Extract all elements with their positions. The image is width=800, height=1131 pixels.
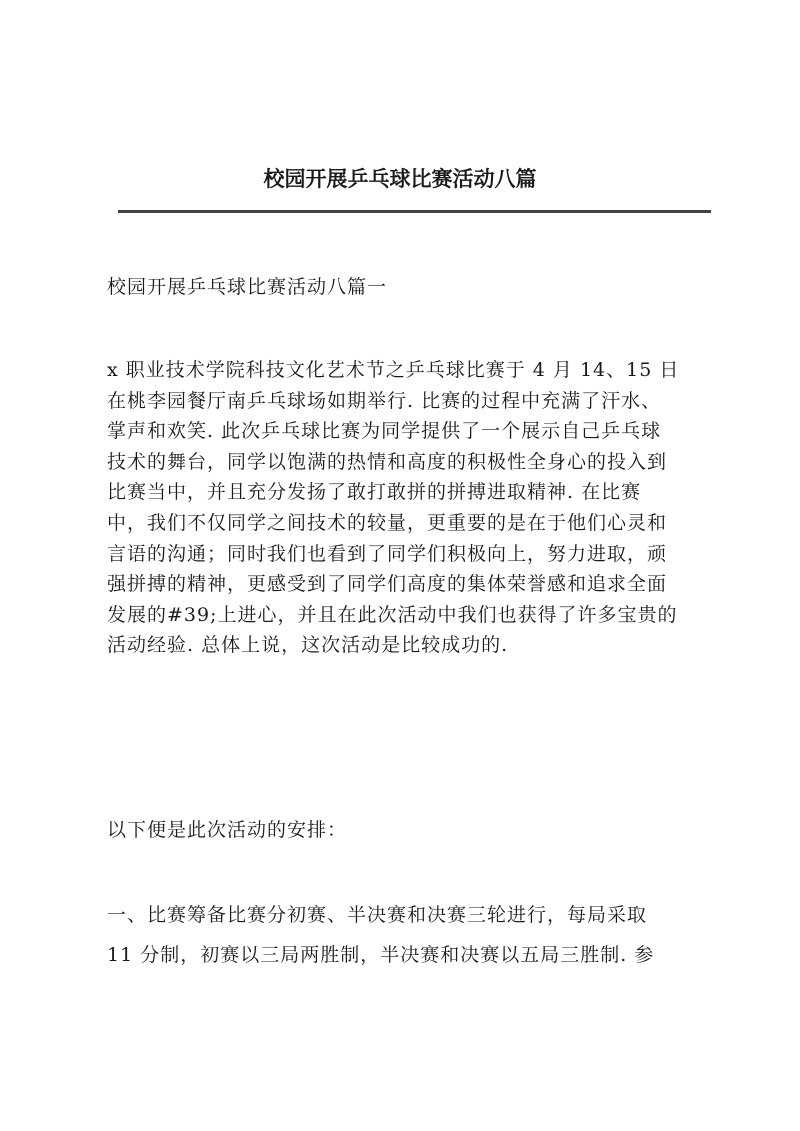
section-one-paragraph	[107, 900, 697, 980]
body-line: 在桃李园餐厅南乒乓球场如期举行. 比赛的过程中充满了汗水、	[107, 389, 662, 412]
arrangement-intro	[107, 815, 697, 845]
body-line: 中，我们不仅同学之间技术的较量，更重要的是在于他们心灵和	[107, 511, 668, 534]
body-line: 活动经验. 总体上说，这次活动是比较成功的.	[107, 634, 509, 657]
body-line: 言语的沟通；同时我们也看到了同学们积极向上，努力进取，顽	[107, 542, 668, 565]
body-paragraph	[107, 355, 697, 661]
section-one-line: 一、比赛筹备比赛分初赛、半决赛和决赛三轮进行，每局采取	[107, 904, 648, 926]
body-line: 发展的#39;上进心，并且在此次活动中我们也获得了许多宝贵的	[107, 603, 678, 626]
body-line: 掌声和欢笑. 此次乒乓球比赛为同学提供了一个展示自己乒乓球	[107, 420, 662, 443]
body-line: 比赛当中，并且充分发扬了敢打敢拼的拼搏进取精神. 在比赛	[107, 481, 642, 504]
section-one-line: 11 分制，初赛以三局两胜制，半决赛和决赛以五局三胜制. 参	[107, 944, 655, 966]
section-heading-text: 校园开展乒乓球比赛活动八篇一	[107, 276, 388, 298]
section-heading	[107, 272, 697, 302]
body-line: 强拼搏的精神，更感受到了同学们高度的集体荣誉感和追求全面	[107, 573, 668, 596]
title-underline	[118, 210, 711, 213]
arrangement-intro-text: 以下便是此次活动的安排：	[107, 819, 348, 841]
document-title: 校园开展乒乓球比赛活动八篇	[263, 166, 537, 191]
body-line: x 职业技术学院科技文化艺术节之乒乓球比赛于 4 月 14、15 日	[107, 359, 680, 381]
body-line: 技术的舞台，同学以饱满的热情和高度的积极性全身心的投入到	[107, 450, 668, 473]
